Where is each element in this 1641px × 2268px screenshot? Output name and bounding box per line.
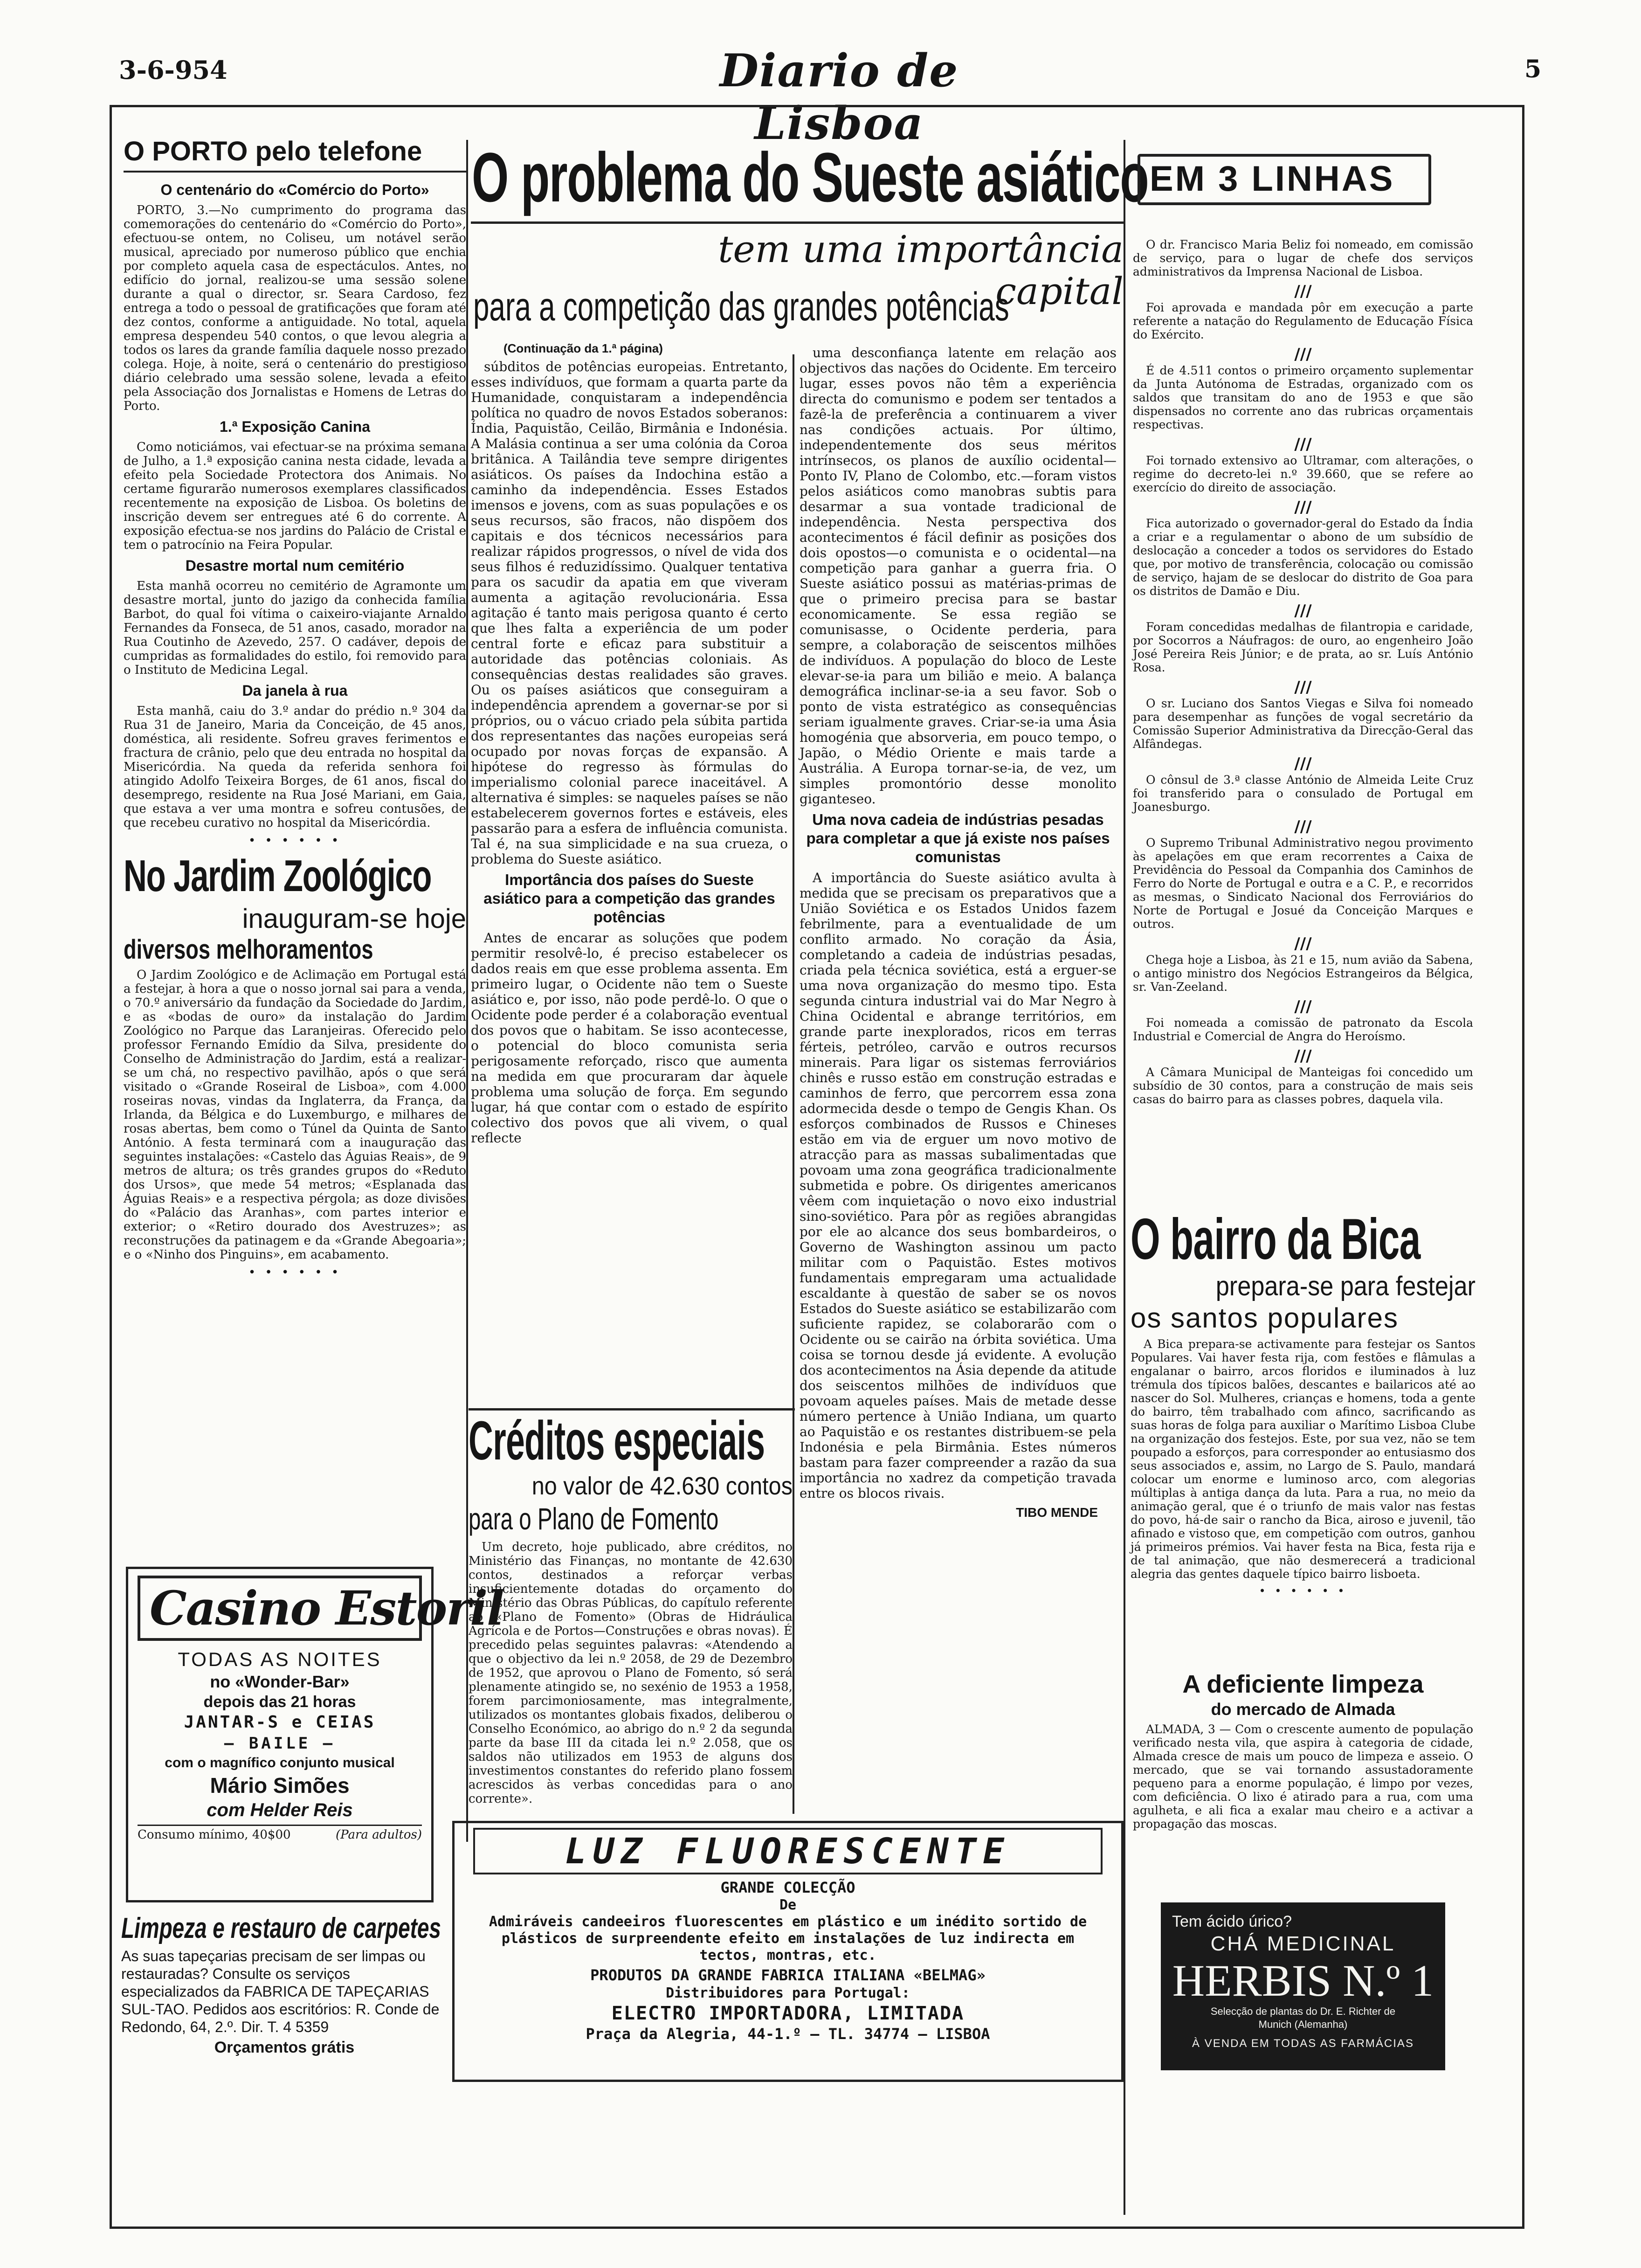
casino-line-3: depois das 21 horas — [203, 1693, 356, 1711]
casino-footer — [138, 1825, 422, 1842]
sueste-col-1b-text: Antes de encarar as soluções que podem permitir resolvê-lo, é preciso estabelecer os dados reais em que esse problema assenta. Em primeiro lugar, o Ocidente não tem o Sueste asiático e, por isso, não pode perdê-lo. O que o Ocidente pode perder é a colaboração eventual dos povos que o habitam. Se isso acontecesse, o potencial do bloco comunista seria perigosamente reforçado, risco que aumenta na medida em que procuraram dar àquele problema uma solução de força. Em segundo lugar, há que contar com o estado de espírito colectivo dos povos que ali vivem, o qual reflecte — [471, 930, 788, 1146]
tres-linhas-item: Foram concedidas medalhas de filantropia e caridade, por Socorros a Náufragos: de ouro, ao engenheiro João José Pereira Reis Júnior; e de prata, ao sr. Luís António Rosa. — [1133, 620, 1473, 674]
porto-body-1: PORTO, 3.—No cumprimento do programa das comemorações do centenário do «Comércio do Porto», efectuou-se ontem, no Coliseu, um notável serão musical, apreciado por numeroso público que enchia por completo aquela casa de espectáculos. Antes, no edifício do jornal, realizou-se uma sessão solene durante a qual o director, sr. Seara Cardoso, fez entrega a todo o pessoal de gratificações que foram até dez contos, conforme a antiguidade. No total, aquela empresa despendeu 540 contos, o que levou alegria a todos os lares da grande família daquele nosso prezado colega. Hoje, à noite, será o centenário do prestigioso diário celebrado uma sessão solene, levada a efeito pela Associação dos Jornalistas e Homens de Letras do Porto. — [124, 203, 466, 413]
section-divider: • • • • • • — [248, 1265, 342, 1279]
carpets-ad — [121, 1912, 448, 2080]
almada-body: ALMADA, 3 — Com o crescente aumento de população verificado nesta vila, que aspira à categoria de cidade, Almada cresce de mais um pouco de limpeza e asseio. O mercado, que se vai tornando assustadoramente pequeno para a enorme população, é limpo por vezes, com deficiência. O lixo é atirado para a rua, com uma agulheta, e ali fica a exalar mau cheiro e a activar a propagação das moscas. — [1133, 1722, 1473, 1831]
porto-body-2: Como noticiámos, vai efectuar-se na próxima semana de Julho, a 1.ª exposição canina nesta cidade, levada a efeito pela Sociedade Protectora dos Animais. No certame figurarão numerosos exemplares classificados recentemente na exposição de Lisboa. Os boletins de inscrição devem ser entregues até 6 do corrente. A exposição efectua-se nos jardins do Palácio de Cristal e tem o patrocínio na Feira Popular. — [124, 440, 466, 552]
creditos-headline: Créditos especiais — [469, 1410, 765, 1472]
tres-linhas-item: O cônsul de 3.ª classe António de Almeida Leite Cruz foi transferido para o consulado de Portugal em Joanesburgo. — [1133, 773, 1473, 814]
sueste-col-1 — [471, 359, 788, 1404]
zoo-headline: No Jardim Zoológico — [124, 851, 432, 901]
almada-deck: do mercado de Almada — [1211, 1700, 1395, 1719]
sueste-col-2-text: uma desconfiança latente em relação aos objectivos das nações do Ocidente. Em terceiro lugar, esses povos não têm a experiência directa do comunismo e podem ser tentados a fazê-la de preferência a continuarem a viver nas condições actuais. Por último, independentemente dos seus méritos intrínsecos, os planos de auxílio ocidental—Ponto IV, Plano de Colombo, etc.—foram vistos pelos asiáticos como manobras subtis para desarmar a sua vontade tradicional de independência. Nesta perspectiva dos acontecimentos é fácil definir as posições dos dois opostos—o comunista e o ocidental—na competição para ganhar a guerra fria. O Sueste asiático possui as matérias-primas de que o primeiro precisa para se bastar economicamente. Se essa região se comunisasse, o Ocidente perderia, para sempre, a colaboração de seiscentos milhões de indivíduos. A população do bloco de Leste elevar-se-ia para um bilião e meio. A balança demográfica inclinar-se-ia a seu favor. Sob o ponto de vista estratégico as consequências seriam igualmente graves. Criar-se-ia uma Ásia homogénia que absorveria, em pouco tempo, o Japão, o Médio Oriente e mais tarde a Austrália. A Europa tornar-se-ia, de vez, um simples promontório desse monolito giganteseo. — [800, 345, 1117, 807]
zoo-body: O Jardim Zoológico e de Aclimação em Portugal está a festejar, à hora a que o nosso jornal sai para a venda, o 70.º aniversário da fundação da Sociedade do Jardim, e as «bodas de ouro» da instalação do Jardim Zoológico no Parque das Laranjeiras. Oferecido pelo professor Fernando Emídio da Silva, presidente do Conselho de Administração do Jardim, está a realizar-se um chá, no respectivo pavilhão, após o que será visitado o «Grande Roseiral de Lisboa», com 4.000 roseiras novas, vindas da Inglaterra, da França, da Irlanda, da Bélgica e do Luxemburgo, e milhares de rosas abertas, bem como o Túnel da Quinta de Santo António. A festa terminará com a inauguração das seguintes instalações: «Castelo das Águias Reais», de 9 metros de altura; os três grandes grupos do «Reduto dos Ursos», que mede 54 metros; «Esplanada das Águias Reais» e a respectiva pérgola; as doze divisões do «Palácio das Aranhas», com partes interior e exterior; o «Retiro dourado dos Avestruzes»; as reconstruções da patinagem e da «Grande Abegoaria»; e o «Ninho dos Pinguins», em acabamento. — [124, 968, 466, 1262]
separator: /// — [1294, 754, 1312, 773]
sueste-headline: O problema do Sueste asiático — [472, 138, 1149, 216]
zoo-subhead: inauguram-se hoje — [242, 904, 466, 934]
luz-line-4: PRODUTOS DA GRANDE FABRICA ITALIANA «BELMAG» — [590, 1966, 986, 1984]
herbis-line-5: À VENDA EM TODAS AS FARMÁCIAS — [1192, 2037, 1414, 2050]
zoo-subhead-2: diversos melhoramentos — [124, 934, 373, 965]
tres-linhas-item: O dr. Francisco Maria Beliz foi nomeado, em comissão de serviço, para o lugar de chefe dos serviços administrativos da Imprensa Nacional de Lisboa. — [1133, 238, 1473, 278]
sueste-sub-2: Uma nova cadeia de indústrias pesadas para completar a que já existe nos países comunistas — [806, 811, 1110, 865]
separator: /// — [1294, 602, 1312, 620]
creditos-deck-1: no valor de 42.630 contos — [531, 1472, 793, 1500]
luz-line-6: ELECTRO IMPORTADORA, LIMITADA — [611, 2003, 965, 2024]
casino-min: Consumo mínimo, 40$00 — [138, 1828, 291, 1842]
herbis-ad — [1161, 1902, 1445, 2070]
porto-heading-2: 1.ª Exposição Canina — [219, 418, 371, 435]
separator: /// — [1294, 498, 1312, 517]
creditos-body: Um decreto, hoje publicado, abre créditos, no Ministério das Finanças, no montante de 42.630 contos, destinados a reforçar verbas insuficientemente dotadas do orçamento do Ministério das Obras Públicas, do capítulo referente ao «Plano de Fomento» (Obras de Hidráulica Agrícola e de Portos—Construções e obras novas). É precedido pelas seguintes palavras: «Atendendo a que o objectivo da lei n.º 2058, de 29 de Dezembro de 1952, que aprovou o Plano de Fomento, só será plenamente atingido se, no sexénio de 1953 a 1958, forem parcimoniosamente, mas integralmente, utilizados os montantes globais fixados, deliberou o Conselho Económico, ao abrigo do n.º 2 da segunda parte da base III da citada lei n.º 2.058, que os saldos não utilizados em 1953 de alguns dos investimentos constantes do referido plano fossem acrescidos às verbas concedidas para o ano corrente». — [469, 1540, 793, 1806]
sueste-continuation: (Continuação da 1.ª página) — [503, 341, 663, 355]
casino-line-7: Mário Simões — [210, 1773, 350, 1798]
bica-deck-2: os santos populares — [1131, 1302, 1399, 1334]
porto-body-4: Esta manhã, caiu do 3.º andar do prédio n.º 304 da Rua 31 de Janeiro, Maria da Conceição, de 45 anos, doméstica, ali residente. Sofreu graves ferimentos e fractura de crânio, pelo que deu entrada no hospital da Misericórdia. Na queda da referida senhora foi atingido Adolfo Teixeira Borges, de 61 anos, fiscal do desemprego, residente na Rua José Mariani, em Gaia, que estava a ver uma montra e sofreu contusões, de que recebeu curativo no hospital da Misericórdia. — [124, 704, 466, 830]
column-rule — [793, 354, 794, 1814]
separator: /// — [1294, 1047, 1312, 1065]
porto-section — [124, 135, 466, 1702]
sueste-deck-1: tem uma importância capital — [718, 228, 1124, 313]
porto-kicker: O PORTO pelo telefone — [124, 135, 466, 173]
page-number: 5 — [1524, 55, 1542, 83]
bica-deck-1: prepara-se para festejar — [1215, 1271, 1476, 1301]
carpets-footer: Orçamentos grátis — [214, 2039, 355, 2056]
tres-linhas-item: Fica autorizado o governador-geral do Estado da Índia a criar e a regulamentar o abono de um subsídio de deslocação a conceder a todos os servidores do Estado que, por motivo de transferência, colocação ou comissão de serviço, hajam de se deslocar do distrito de Goa para os distritos de Damão e Diu. — [1133, 517, 1473, 598]
sueste-sub-1: Importância dos países do Sueste asiático para a competição das grandes potências — [483, 871, 775, 926]
casino-logo: Casino Estoril — [138, 1576, 422, 1641]
separator: /// — [1294, 997, 1312, 1016]
casino-adults: (Para adultos) — [336, 1828, 422, 1842]
luz-line-5: Distribuidores para Portugal: — [666, 1985, 910, 2001]
sueste-col-2 — [800, 345, 1117, 1795]
luz-ad — [452, 1821, 1124, 2082]
luz-line-3: Admiráveis candeeiros fluorescentes em plástico e um inédito sortido de plásticos de surpreendente efeito em instalações de luz indirecta em tectos, montras, etc. — [489, 1914, 1087, 1964]
herbis-line-4: Selecção de plantas do Dr. E. Richter de Munich (Alemanha) — [1210, 2005, 1396, 2030]
casino-line-5: — BAILE — — [224, 1734, 336, 1753]
porto-heading-1: O centenário do «Comércio do Porto» — [160, 181, 429, 198]
casino-line-1: TODAS AS NOITES — [178, 1648, 382, 1670]
tres-linhas-item: A Câmara Municipal de Manteigas foi concedido um subsídio de 30 contos, para a construção de mais seis casas do bairro para as classes pobres, daquela vila. — [1133, 1065, 1473, 1106]
casino-ad — [126, 1567, 503, 1902]
luz-line-7: Praça da Alegria, 44-1.º — TL. 34774 — LISBOA — [586, 2025, 990, 2043]
separator: /// — [1294, 345, 1312, 364]
luz-line-2: De — [779, 1897, 797, 1913]
luz-title: LUZ FLUORESCENTE — [473, 1828, 1103, 1874]
casino-line-6: com o magnífico conjunto musical — [165, 1755, 395, 1770]
separator: /// — [1294, 678, 1312, 697]
separator: /// — [1294, 934, 1312, 953]
herbis-line-1: Tem ácido úrico? — [1172, 1913, 1292, 1930]
almada-section — [1133, 1669, 1473, 1912]
creditos-deck-2: para o Plano de Fomento — [469, 1501, 719, 1536]
tres-linhas-item: É de 4.511 contos o primeiro orçamento suplementar da Junta Autónoma de Estradas, organizado com os saldos que transitam do ano de 1953 e que são dispensados no corrente ano das rubricas orçamentais respectivas. — [1133, 364, 1473, 431]
column-rule — [1124, 140, 1125, 2215]
tres-linhas-item: O sr. Luciano dos Santos Viegas e Silva foi nomeado para desempenhar as funções de vogal secretário da Comissão Superior Administrativa da Direcção-Geral das Alfândegas. — [1133, 697, 1473, 751]
issue-date: 3-6-954 — [119, 55, 228, 85]
bica-section — [1131, 1208, 1476, 1674]
tres-linhas-item: Foi tornado extensivo ao Ultramar, com alterações, o regime do decreto-lei n.º 39.660, que se refere ao exercício do direito de associação. — [1133, 454, 1473, 494]
separator: /// — [1294, 435, 1312, 454]
rule — [471, 221, 1124, 224]
tres-linhas-item: Chega hoje a Lisboa, às 21 e 15, num avião da Sabena, o antigo ministro dos Negócios Estrangeiros da Bélgica, sr. Van-Zeeland. — [1133, 953, 1473, 994]
carpets-body: As suas tapeçarias precisam de ser limpas ou restauradas? Consulte os serviços especializados da FABRICA DE TAPEÇARIAS SUL-TAO. Pedidos aos escritórios: R. Conde de Redondo, 64, 2.º. Dir. T. 4 5359 — [121, 1948, 440, 2035]
newspaper-title: Diario de Lisboa — [719, 44, 959, 150]
casino-line-8: com Helder Reis — [207, 1800, 353, 1820]
tres-linhas-header-box — [1138, 154, 1431, 205]
luz-line-1: GRANDE COLECÇÃO — [720, 1879, 855, 1896]
almada-headline: A deficiente limpeza — [1182, 1670, 1424, 1698]
casino-line-4: JANTAR-S e CEIAS — [184, 1713, 376, 1732]
section-divider: • • • • • • — [248, 834, 342, 848]
herbis-line-2: CHÁ MEDICINAL — [1210, 1932, 1396, 1955]
tres-linhas-item: O Supremo Tribunal Administrativo negou provimento às apelações em que eram recorrentes a Caixa de Previdência do Pessoal da Companhia dos Caminhos de Ferro do Norte de Portugal e outra e a C. P., e recorridos as mesmas, o Sindicato Nacional dos Ferroviários do Norte de Portugal e Josué da Conceição Marques e outros. — [1133, 836, 1473, 931]
porto-heading-3: Desastre mortal num cemitério — [185, 557, 405, 574]
porto-heading-4: Da janela à rua — [242, 682, 348, 699]
tres-linhas-list — [1133, 238, 1473, 1208]
casino-line-2: no «Wonder-Bar» — [210, 1672, 350, 1691]
tres-linhas-header: EM 3 LINHAS — [1150, 159, 1395, 199]
tres-linhas-item: Foi nomeada a comissão de patronato da Escola Industrial e Comercial de Angra do Heroísmo. — [1133, 1016, 1473, 1043]
sueste-col-2b-text: A importância do Sueste asiático avulta à medida que se precisam os preparativos que a União Soviética e os Estados Unidos fazem febrilmente, para a eventualidade de um conflito armado. No coração da Ásia, completando a cadeia de indústrias pesadas, criada pela técnica soviética, está a erguer-se uma nova organização do mesmo tipo. Esta segunda cintura industrial vai do Mar Negro à China Ocidental e abrange territórios, em grande parte inexplorados, ricos em terras férteis, petróleo, carvão e outros recursos minerais. Para ligar os sistemas ferroviários chinês e russo estão em construção estradas e caminhos de ferro, que percorrem essa zona adormecida desde o tempo de Gengis Khan. Os esforços combinados de Russos e Chineses estão em via de erguer um novo motivo de atracção para as massas subalimentadas que povoam uma zona geográfica tradicionalmente submetida e pobre. Os dirigentes americanos vêem com inquietação o novo eixo industrial sino-soviético. Para pôr as regiões abrangidas por ele ao alcance dos seus bombardeiros, o Governo de Washington assinou um pacto militar com o Paquistão. Estes motivos fundamentais empregaram uma actualidade escaldante à questão de saber se os novos Estados do Sueste asiático se estabilizarão com suficiente rapidez, se colaborarão com o Ocidente ou se cairão na órbita soviética. Uma coisa se tornou desde já evidente. A evolução dos acontecimentos na Ásia depende da atitude dos seiscentos milhões de indivíduos que povoam aqueles países. Mais de metade desse número pertence à União Indiana, um quarto ao Paquistão e os restantes distribuem-se pela Indonésia e pela Birmânia. Estes números bastam para fazer compreender a razão da sua importância no xadrez da competição travada entre os blocos rivais. — [800, 870, 1117, 1501]
section-divider: • • • • • • — [1259, 1584, 1347, 1597]
separator: /// — [1294, 282, 1312, 301]
separator: /// — [1294, 817, 1312, 836]
creditos-section — [469, 1411, 793, 1812]
tres-linhas-item: Foi aprovada e mandada pôr em execução a parte referente a natação do Regulamento de Educação Física do Exército. — [1133, 301, 1473, 341]
carpets-headline: Limpeza e restauro de carpetes — [121, 1912, 441, 1944]
bica-headline: O bairro da Bica — [1131, 1207, 1420, 1272]
sueste-deck-2: para a competição das grandes potências — [473, 284, 1009, 329]
bica-body: A Bica prepara-se activamente para festejar os Santos Populares. Vai haver festa rija, com festões e flâmulas a engalanar o bairro, arcos floridos e iluminados à luz trémula dos típicos balões, descantes e bailaricos até ao nascer do Sol. Mulheres, crianças e homens, toda a gente do bairro, têm trabalhado com afinco, sacrificando as suas horas de folga para auxiliar o Marítimo Lisboa Clube na organização dos festejos. Este, por sua vez, não se tem poupado a esforços, para corresponder ao entusiasmo dos seus associados e, assim, no Largo de S. Paulo, mandará colocar um enorme e luminoso arco, com alegorias múltiplas à antiga dança da luta. Para a rua, no meio da animação geral, que é o triunfo de mais valor nas festas do povo, há-de sair o rancho da Bica, airoso e juvenil, tão afinado e vistoso que, em competição com outros, ganhou já primeiros prémios. Vai haver festa na Bica, festa rija e de tal animação, que não desmerecerá a tradicional alegria das gentes daquele típico bairro lisboeta. — [1131, 1337, 1476, 1581]
sueste-signature: TIBO MENDE — [1016, 1505, 1098, 1520]
herbis-line-3: HERBIS N.º 1 — [1172, 1956, 1434, 2005]
porto-body-3: Esta manhã ocorreu no cemitério de Agramonte um desastre mortal, junto do jazigo da conhecida família Barbot, do qual foi vítima o caixeiro-viajante Arnaldo Fernandes da Fonseca, de 51 anos, casado, morador na Rua Coutinho de Azevedo, 257. O cadáver, depois de cumpridas as formalidades do estilo, foi removido para o Instituto de Medicina Legal. — [124, 579, 466, 677]
sueste-col-1-text: súbditos de potências europeias. Entretanto, esses indivíduos, que formam a quarta parte da Humanidade, conquistaram a independência política no quadro de novos Estados soberanos: Índia, Paquistão, Ceilão, Birmânia e Indonésia. A Malásia continua a ser uma colónia da Coroa britânica. A Tailândia teve sempre dirigentes asiáticos. Os países da Indochina estão a caminho da independência. Esses Estados imensos e jovens, com as suas populações e os seus recursos, são fracos, não dispõem dos capitais e dos técnicos necessários para realizar rápidos progressos, o nível de vida dos seus filhos é reduzidíssimo. Qualquer tentativa para os sacudir da apatia em que viveram aumenta a agitação revolucionária. Essa agitação é tanto mais perigosa quanto é certo que lhes falta a experiência de um poder central forte e eficaz para substituir a autoridade das potências coloniais. As consequências destas realidades são graves. Ou os países asiáticos que conseguiram a independência aprendem a governar-se por si próprios, ou o vácuo criado pela súbita partida dos representantes das nações europeias será ocupado por novas forças de expansão. A hipótese do regresso às fórmulas do imperialismo colonial parece inaceitável. A alternativa é simples: se naqueles países se não estabelecerem governos fortes e estáveis, eles passarão para a esfera de influência comunista. Tal é, na sua simplicidade e na sua crueza, o problema do Sueste asiático. — [471, 359, 788, 867]
